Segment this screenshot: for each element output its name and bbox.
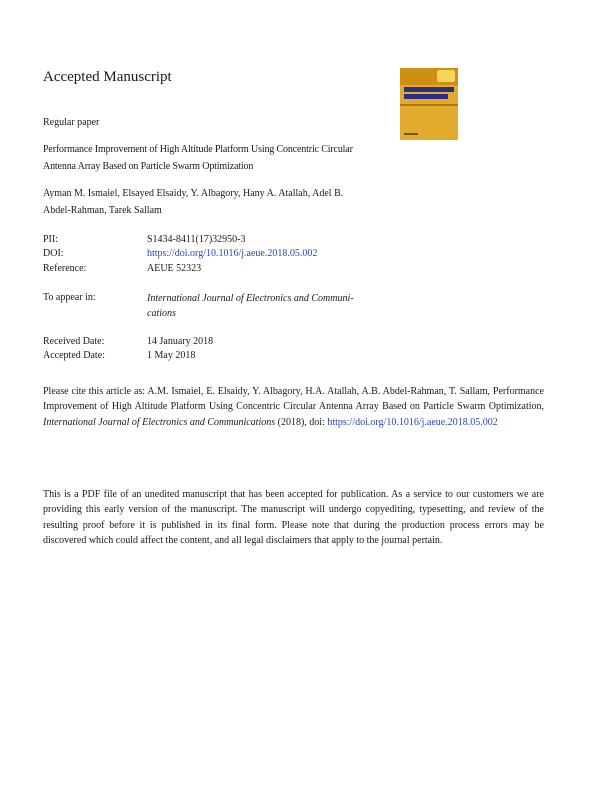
journal-name <box>147 291 377 321</box>
citation-text: Please cite this article as: A.M. Ismaiel, E. Elsaidy, Y. Albagory, H.A. Atallah, A.B. Abdel-Rahman, T. Sallam, Performance Improvement of High Altitude Platform Using Concentric Circular Antenna Array Based on Particle Swarm Optimization, <box>43 386 544 413</box>
page-heading: Accepted Manuscript <box>43 69 172 85</box>
pii-label: PII: <box>43 234 58 245</box>
cover-stripe <box>400 104 458 106</box>
reference-value: AEUE 52323 <box>147 263 202 274</box>
pii-value: S1434-8411(17)32950-3 <box>147 234 246 245</box>
cover-footer-mark <box>404 133 418 135</box>
received-label: Received Date: <box>43 336 105 347</box>
cover-logo-badge <box>437 70 455 82</box>
received-date: 14 January 2018 <box>147 336 214 347</box>
journal-cover-image <box>400 68 458 140</box>
accepted-date: 1 May 2018 <box>147 350 196 361</box>
citation-journal: International Journal of Electronics and Communications <box>43 416 276 428</box>
cover-title-bar <box>404 87 454 92</box>
citation-doi-link[interactable]: https://doi.org/10.1016/j.aeue.2018.05.002 <box>327 416 498 428</box>
article-title-line: Performance Improvement of High Altitude Platform Using Concentric Circular <box>43 144 353 155</box>
doi-label: DOI: <box>43 248 64 259</box>
citation-text: (2018), doi: <box>275 416 328 428</box>
authors-line: Abdel-Rahman, Tarek Sallam <box>43 205 162 216</box>
accepted-label: Accepted Date: <box>43 350 105 361</box>
paper-type: Regular paper <box>43 117 100 128</box>
doi-link[interactable]: https://doi.org/10.1016/j.aeue.2018.05.002 <box>147 248 318 259</box>
reference-label: Reference: <box>43 263 87 274</box>
to-appear-label: To appear in: <box>43 292 96 303</box>
journal-name-line: cations <box>147 308 176 319</box>
article-authors <box>43 185 393 219</box>
citation-paragraph <box>43 384 544 430</box>
disclaimer-paragraph: This is a PDF file of an unedited manuscript that has been accepted for publication. As a service to our customers we are providing this early version of the manuscript. The manuscript will undergo copyediting, typesetting, and review of the resulting proof before it is published in its final form. Please note that during the production process errors may be discovered which could affect the content, and all legal disclaimers that apply to the journal pertain. <box>43 489 544 546</box>
article-title <box>43 141 403 175</box>
journal-name-line: International Journal of Electronics and Communi- <box>147 293 354 304</box>
article-title-line: Antenna Array Based on Particle Swarm Optimization <box>43 161 254 172</box>
authors-line: Ayman M. Ismaiel, Elsayed Elsaidy, Y. Albagory, Hany A. Atallah, Adel B. <box>43 188 344 199</box>
cover-title-bar <box>404 94 448 99</box>
